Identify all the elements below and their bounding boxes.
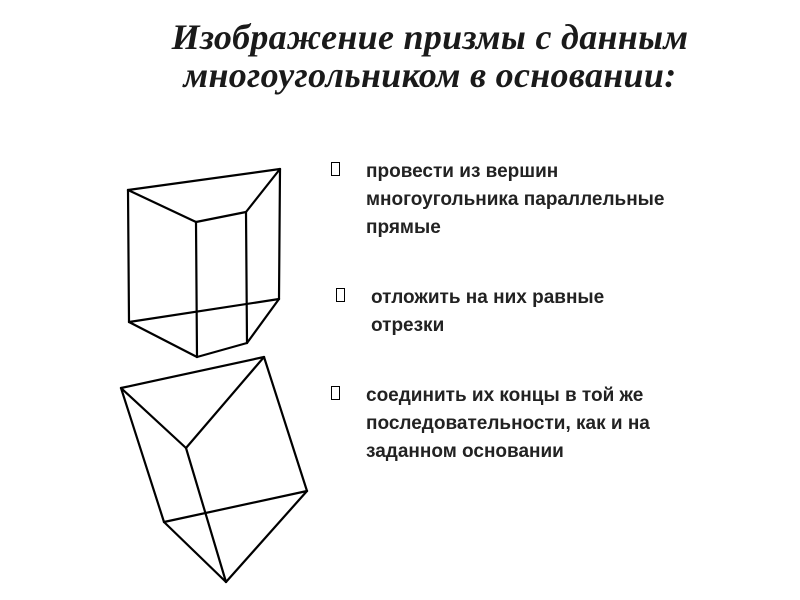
upright-prism-edge-mid <box>246 212 247 343</box>
bullet-marker-1 <box>331 162 340 176</box>
bullet-1 <box>331 158 664 242</box>
bullet-1-text <box>366 158 664 242</box>
tilted-prism-bottom-left <box>164 491 307 522</box>
bullet-2-line-2: отрезки <box>371 315 445 336</box>
upright-prism-top-left <box>128 190 196 222</box>
bullet-3-line-3: заданном основании <box>366 441 564 462</box>
bullet-1-line-2: многоугольника параллельные <box>366 189 665 210</box>
upright-prism-bottom-back <box>129 299 279 322</box>
upright-prism-bottom-front <box>197 343 247 357</box>
upright-prism-bottom-left <box>129 322 197 357</box>
upright-prism-edge-left <box>128 190 129 322</box>
slide-title-line-2: многоугольником в основании: <box>183 55 677 95</box>
upright-prism <box>128 169 280 357</box>
tilted-prism <box>121 357 307 582</box>
bullet-3-text <box>366 382 650 466</box>
upright-prism-edge-front <box>196 222 197 357</box>
bullet-2-line-1: отложить на них равные <box>371 287 605 308</box>
tilted-prism-bottom-right <box>226 491 307 582</box>
slide-title-line-1: Изображение призмы с данным <box>171 17 689 57</box>
upright-prism-top-back <box>128 169 280 190</box>
upright-prism-bottom-right <box>247 299 279 343</box>
bullet-3 <box>331 382 650 466</box>
bullet-2 <box>336 284 604 340</box>
bullet-3-line-1: соединить их концы в той же <box>366 385 644 406</box>
upright-prism-edge-right <box>279 169 280 299</box>
upright-prism-top-front <box>196 212 246 222</box>
bullet-2-text <box>371 284 604 340</box>
bullet-marker-3 <box>331 386 340 400</box>
bullet-3-line-2: последовательности, как и на <box>366 413 650 434</box>
bullet-1-line-1: провести из вершин <box>366 161 559 182</box>
upright-prism-top-right <box>246 169 280 212</box>
bullet-1-line-3: прямые <box>366 217 441 238</box>
tilted-prism-edge-right <box>264 357 307 491</box>
bullet-marker-2 <box>336 288 345 302</box>
